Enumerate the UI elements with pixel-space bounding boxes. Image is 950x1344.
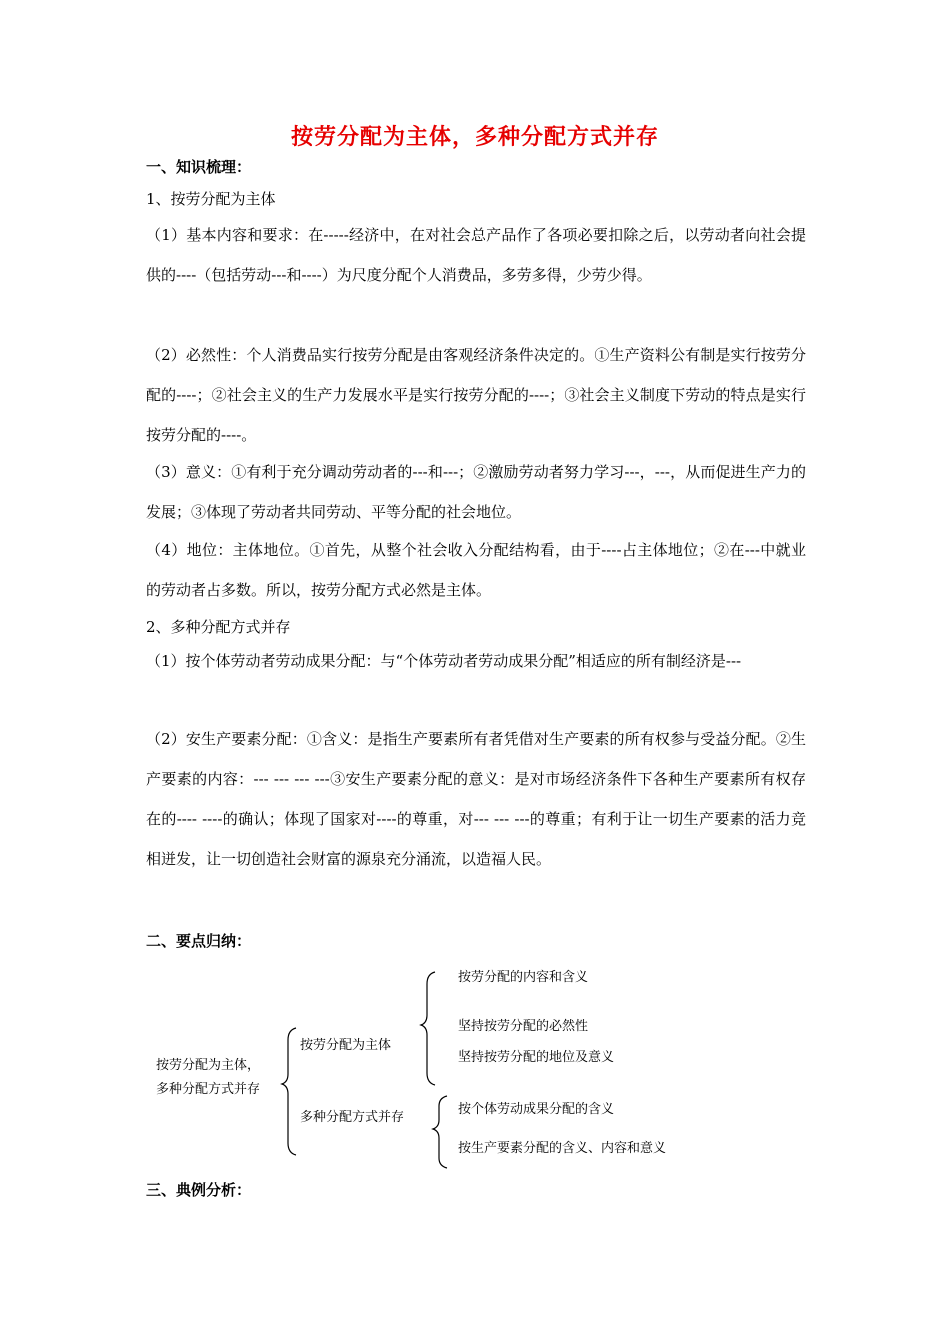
part1-paragraph2: （2）必然性：个人消费品实行按劳分配是由客观经济条件决定的。①生产资料公有制是实行按劳分配的----；②社会主义的生产力发展水平是实行按劳分配的----；③社会主义制度下劳动的特点是实行按劳分配的----。 (146, 346, 806, 444)
part2-paragraph2: （2）安生产要素分配：①含义：是指生产要素所有者凭借对生产要素的所有权参与受益分配。②生产要素的内容：--- --- --- ---③安生产要素分配的意义：是对市场经济条件下各种生产要素所有权存在的---- ----的确认；体现了国家对----的尊重，对--- --- ---的尊重；有利于让一切生产要素的活力竞相迸发，让一切创造社会财富的源泉充分涌流，以造福人民。 (146, 730, 806, 868)
part2-paragraph1: （1）按个体劳动者劳动成果分配：与“个体劳动者劳动成果分配”相适应的所有制经济是--- (146, 652, 742, 670)
diagram-root-line1: 按劳分配为主体， (156, 1058, 261, 1073)
section2-heading: 二、要点归纳： (146, 932, 252, 950)
part1-paragraph4: （4）地位：主体地位。①首先，从整个社会收入分配结构看，由于----占主体地位；②在---中就业的劳动者占多数。所以，按劳分配方式必然是主体。 (146, 541, 806, 599)
diagram-root-line2: 多种分配方式并存 (156, 1082, 261, 1097)
diagram-branch1-item: 按劳分配的内容和含义 (458, 970, 589, 985)
branch2-brace (433, 1096, 447, 1168)
diagram-branch2-item: 按生产要素分配的含义、内容和意义 (458, 1141, 667, 1156)
section3-heading: 三、典例分析： (146, 1181, 252, 1199)
part1-heading: 1、按劳分配为主体 (146, 190, 276, 208)
diagram-branch2-item: 按个体劳动成果分配的含义 (458, 1102, 615, 1117)
diagram-branch2: 多种分配方式并存 (300, 1110, 405, 1125)
diagram-branch1-item: 坚持按劳分配的地位及意义 (458, 1050, 615, 1065)
root-brace (282, 1028, 296, 1155)
diagram-branch1: 按劳分配为主体 (300, 1038, 392, 1053)
branch1-brace (421, 972, 435, 1085)
part2-heading: 2、多种分配方式并存 (146, 618, 291, 636)
diagram-branch1-item: 坚持按劳分配的必然性 (458, 1019, 589, 1034)
part1-paragraph1: （1）基本内容和要求：在-----经济中，在对社会总产品作了各项必要扣除之后，以劳动者向社会提供的----（包括劳动---和----）为尺度分配个人消费品，多劳多得，少劳少得。 (146, 226, 806, 284)
section1-heading: 一、知识梳理： (146, 158, 252, 176)
part1-paragraph3: （3）意义：①有利于充分调动劳动者的---和---；②激励劳动者努力学习---，---，从而促进生产力的发展；③体现了劳动者共同劳动、平等分配的社会地位。 (146, 463, 806, 521)
page-title: 按劳分配为主体，多种分配方式并存 (290, 125, 659, 150)
